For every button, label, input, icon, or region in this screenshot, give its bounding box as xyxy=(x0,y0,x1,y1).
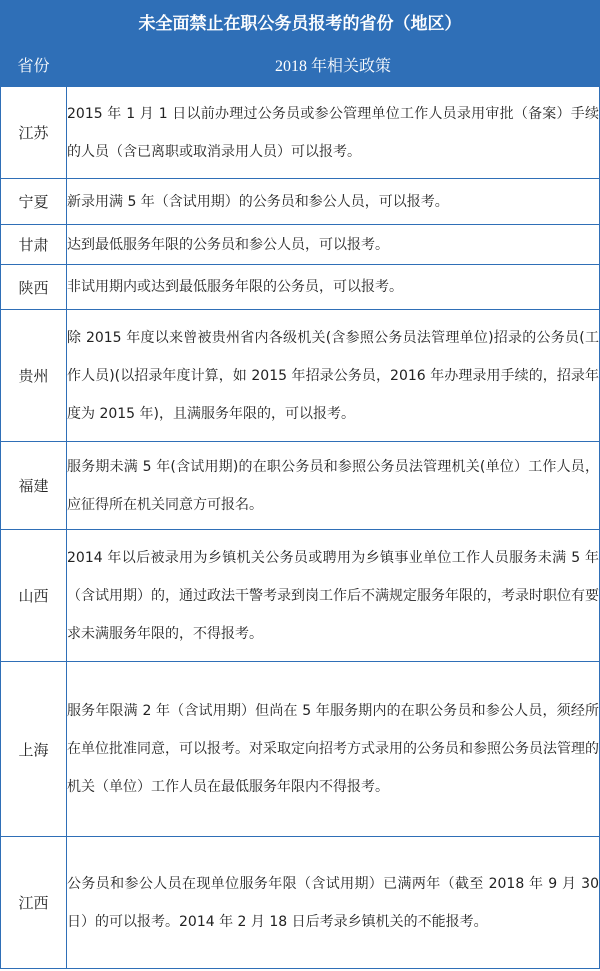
policy-cell: 2014 年以后被录用为乡镇机关公务员或聘用为乡镇事业单位工作人员服务未满 5 年（含试用期）的，通过政法干警考录到岗工作后不满规定服务年限的，考录时职位有要求未满服务年限的，不得报考。 xyxy=(67,530,600,662)
province-cell: 福建 xyxy=(1,442,67,530)
policy-cell: 达到最低服务年限的公务员和参公人员，可以报考。 xyxy=(67,225,600,265)
policy-cell: 除 2015 年度以来曾被贵州省内各级机关(含参照公务员法管理单位)招录的公务员(工作人员)(以招录年度计算，如 2015 年招录公务员，2016 年办理录用手续的，招录年度为 2015 年)，且满服务年限的，可以报考。 xyxy=(67,310,600,442)
table-row xyxy=(1,662,600,837)
province-cell: 江西 xyxy=(1,837,67,969)
table-row xyxy=(1,442,600,530)
province-cell: 上海 xyxy=(1,662,67,837)
policy-cell: 服务期未满 5 年(含试用期)的在职公务员和参照公务员法管理机关(单位）工作人员，应征得所在机关同意方可报名。 xyxy=(67,442,600,530)
title-row xyxy=(1,1,600,43)
header-province: 省份 xyxy=(1,43,67,87)
table-row xyxy=(1,530,600,662)
table-row xyxy=(1,179,600,225)
policy-cell: 服务年限满 2 年（含试用期）但尚在 5 年服务期内的在职公务员和参公人员，须经所在单位批准同意，可以报考。对采取定向招考方式录用的公务员和参照公务员法管理的机关（单位）工作人员在最低服务年限内不得报考。 xyxy=(67,662,600,837)
table-row xyxy=(1,225,600,265)
province-cell: 江苏 xyxy=(1,87,67,179)
table-row xyxy=(1,310,600,442)
policy-cell: 非试用期内或达到最低服务年限的公务员，可以报考。 xyxy=(67,265,600,310)
province-cell: 宁夏 xyxy=(1,179,67,225)
policy-cell: 2015 年 1 月 1 日以前办理过公务员或参公管理单位工作人员录用审批（备案）手续的人员（含已离职或取消录用人员）可以报考。 xyxy=(67,87,600,179)
province-cell: 山西 xyxy=(1,530,67,662)
header-row xyxy=(1,43,600,87)
table-row xyxy=(1,87,600,179)
province-cell: 陕西 xyxy=(1,265,67,310)
policy-cell: 新录用满 5 年（含试用期）的公务员和参公人员，可以报考。 xyxy=(67,179,600,225)
table-title: 未全面禁止在职公务员报考的省份（地区） xyxy=(1,1,600,43)
table-row xyxy=(1,265,600,310)
province-cell: 贵州 xyxy=(1,310,67,442)
table-row xyxy=(1,837,600,969)
header-policy: 2018 年相关政策 xyxy=(67,43,600,87)
province-cell: 甘肃 xyxy=(1,225,67,265)
policy-cell: 公务员和参公人员在现单位服务年限（含试用期）已满两年（截至 2018 年 9 月 30 日）的可以报考。2014 年 2 月 18 日后考录乡镇机关的不能报考。 xyxy=(67,837,600,969)
